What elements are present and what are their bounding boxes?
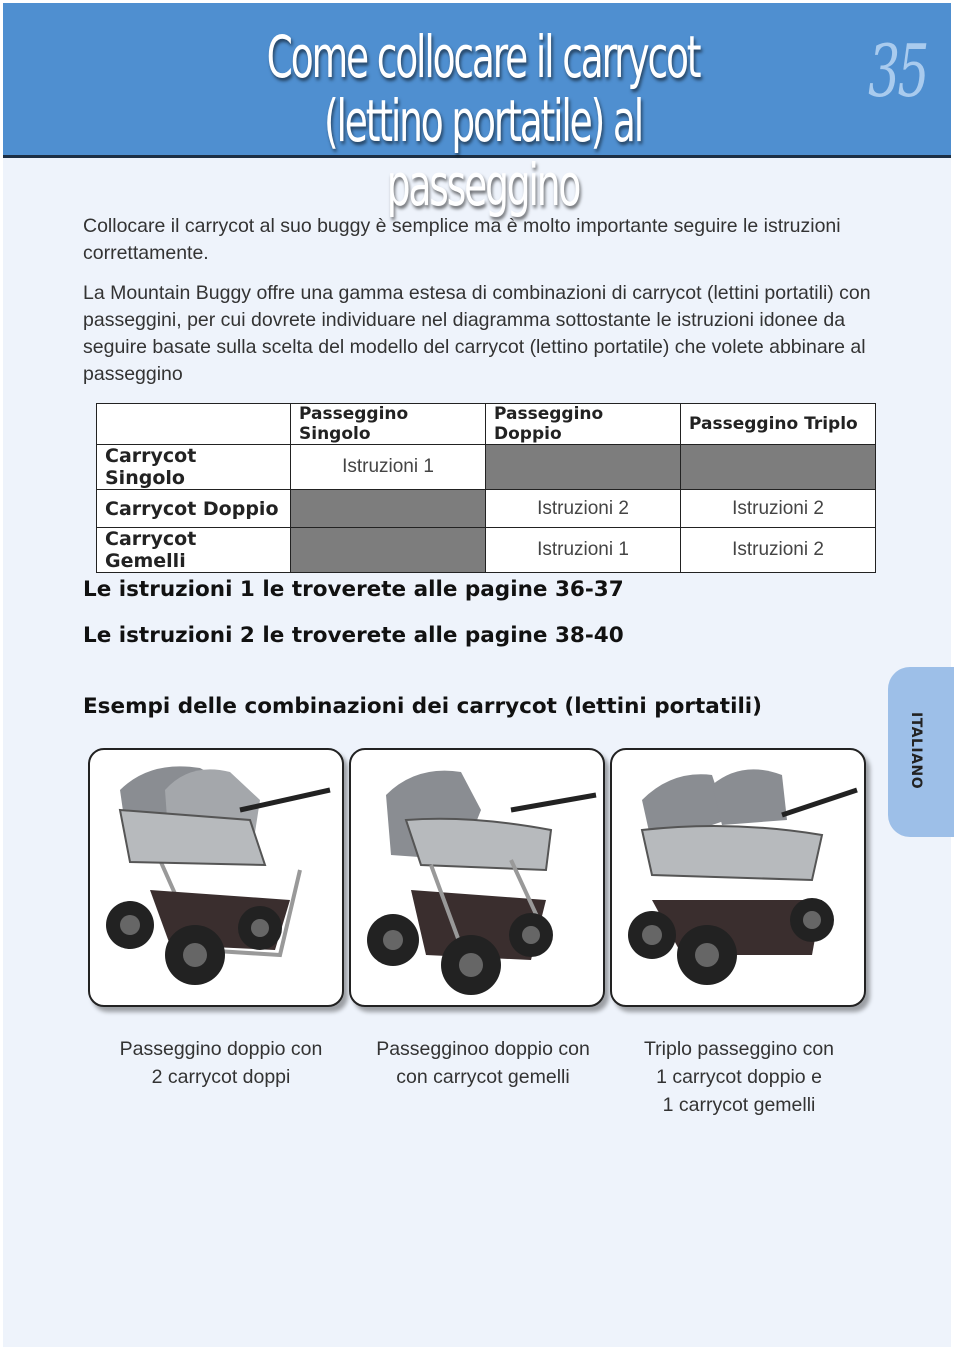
table-cell-empty: [681, 445, 876, 490]
table-cell: Istruzioni 2: [486, 490, 681, 528]
caption-line: Triplo passeggino con: [643, 1038, 835, 1060]
caption-line: Passeggino doppio con: [119, 1038, 323, 1060]
row-header: Carrycot Doppio: [97, 490, 291, 528]
intro-paragraph-1: Collocare il carrycot al suo buggy è semplice ma è molto importante seguire le istruzioni correttamente.: [83, 215, 841, 264]
stroller-photo-1: [88, 748, 344, 1007]
caption-line: con carrycot gemelli: [396, 1066, 570, 1088]
instructions-note-2: Le istruzioni 2 le troverete alle pagine 38-40: [83, 623, 624, 648]
page-title: [245, 25, 720, 217]
instructions-table: [96, 403, 876, 573]
language-tab-label: ITALIANO: [908, 712, 924, 790]
stroller-photo-3: [610, 748, 866, 1007]
row-header: Carrycot Gemelli: [97, 528, 291, 573]
page-header: [3, 3, 951, 219]
examples-heading: Esempi delle combinazioni dei carrycot (lettini portatili): [83, 694, 763, 719]
intro-text: [83, 213, 873, 401]
instructions-note-1: Le istruzioni 1 le troverete alle pagine 36-37: [83, 577, 624, 602]
table-cell-empty: [486, 445, 681, 490]
row-header: Carrycot Singolo: [97, 445, 291, 490]
page-number: 35: [868, 29, 927, 113]
double-stroller-image: [90, 750, 342, 1005]
table-cell-empty: [291, 490, 486, 528]
table-cell: Istruzioni 1: [486, 528, 681, 573]
table-corner-cell: [97, 404, 291, 445]
caption-line: 1 carrycot gemelli: [662, 1094, 816, 1116]
photo-caption-3: [609, 1035, 869, 1119]
caption-line: Passegginoo doppio con: [376, 1038, 590, 1060]
page: [3, 3, 951, 1347]
title-line-1: Come collocare il carrycot: [266, 23, 700, 91]
column-header: Passeggino Singolo: [291, 404, 486, 445]
table-row: [97, 528, 876, 573]
table-cell: Istruzioni 1: [291, 445, 486, 490]
column-header: Passeggino Triplo: [681, 404, 876, 445]
caption-line: 2 carrycot doppi: [151, 1066, 291, 1088]
column-header: Passeggino Doppio: [486, 404, 681, 445]
table-header-row: [97, 404, 876, 445]
table-cell: Istruzioni 2: [681, 490, 876, 528]
photo-caption-1: [91, 1035, 351, 1091]
caption-line: 1 carrycot doppio e: [656, 1066, 822, 1088]
stroller-photo-2: [349, 748, 605, 1007]
triple-stroller-image: [612, 750, 864, 1005]
table-cell-empty: [291, 528, 486, 573]
title-line-2: (lettino portatile) al passeggino: [323, 87, 643, 219]
table-row: [97, 445, 876, 490]
table-row: [97, 490, 876, 528]
twin-carrycot-stroller-image: [351, 750, 603, 1005]
photo-caption-2: [353, 1035, 613, 1091]
table-cell: Istruzioni 2: [681, 528, 876, 573]
intro-paragraph-2: La Mountain Buggy offre una gamma estesa di combinazioni di carrycot (lettini portatili) con passeggini, per cui dovrete individuare nel diagramma sottostante le istruzioni idonee da seguire basate sulla scelta del modello del carrycot (lettino portatile) che volete abbinare al passeggino: [83, 282, 871, 385]
